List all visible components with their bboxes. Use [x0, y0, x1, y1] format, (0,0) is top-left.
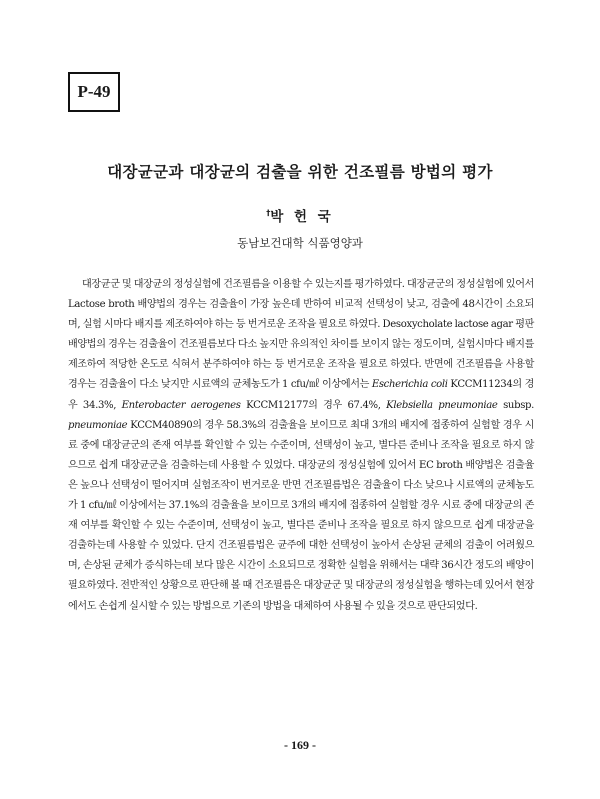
- abstract-body: [68, 275, 534, 617]
- abstract-text: KCCM11234의 경우 34.3%,: [68, 379, 534, 411]
- affiliation: 동남보건대학 식품영양과: [237, 236, 363, 250]
- abstract-text: KCCM12177의 경우 67.4%,: [240, 399, 387, 411]
- author-name: 박 헌 국: [270, 209, 334, 225]
- abstract-text: KCCM40890의 경우 58.3%의 검출율을 보이므로 최대 3개의 배지에 접종하여 실험할 경우 시료 중에 대장균군의 존재 여부를 확인할 수 있는 수준이며, 선택성이 높고, 별다른 준비나 조작을 필요로 하지 않으므로 쉽게 대장균군을 검출하는데 사용할 수 있었다. 대장균의 정성실험에 있어서 EC broth 배양법은 검출율은 높으나 선택성이 떨어지며 실험조작이 번거로운 반면 건조필름법은 검출율이 다소 낮으나 시료액의 균체농도가 1 cfu/㎖ 이상에서는 37.1%의 검출율을 보이므로 3개의 배지에 접종하여 실험할 경우 시료 중에 대장균의 존재 여부를 확인할 수 있는 수준이며, 선택성이 높고, 별다른 준비나 조작을 필요로 하지 않으므로 쉽게 대장균을 검출하는데 사용할 수 있었다. 단지 건조필름법은 균주에 대한 선택성이 높아서 손상된 균체의 검출이 어려웠으며, 손상된 균체가 증식하는데 보다 많은 시간이 소요되므로 정확한 실험을 위해서는 대략 36시간 정도의 배양이 필요하였다. 전반적인 상황으로 판단해 볼 때 건조필름은 대장균군 및 대장균의 정성실험을 행하는데 있어서 현장에서도 손쉽게 실시할 수 있는 방법으로 기존의 방법을 대체하여 사용될 수 있을 것으로 판단되었다.: [68, 419, 534, 612]
- page-number: - 169 -: [284, 738, 316, 752]
- paper-title: 대장균군과 대장균의 검출을 위한 건조필름 방법의 평가: [107, 163, 493, 181]
- abstract-text: subsp.: [497, 399, 534, 411]
- species-name: Escherichia coli: [371, 379, 448, 391]
- poster-number-badge: P-49: [68, 72, 120, 112]
- abstract-text: 대장균군 및 대장균의 정성실험에 건조필름을 이용할 수 있는지를 평가하였다. 대장균군의 정성실험에 있어서 Lactose broth 배양법의 경우는 검출율이 가장 높은데 반하여 비교적 선택성이 낮고, 검출에 48시간이 소요되며, 실험 시마다 배지를 제조하여야 하는 등 번거로운 조작을 필요로 하였다. Desoxycholate lactose agar 평판배양법의 경우는 검출율이 건조필름보다 다소 높지만 유의적인 차이를 보이지 않는 정도이며, 실험시마다 배지를 제조하여 적당한 온도로 식혀서 분주하여야 하는 등 번거로운 조작을 필요로 하였다. 반면에 건조필름을 사용할 경우는 검출율이 다소 낮지만 시료액의 균체농도가 1 cfu/㎖ 이상에서는: [68, 279, 534, 391]
- species-name: Klebsiella pneumoniae: [386, 399, 498, 411]
- species-name: pneumoniae: [68, 419, 128, 431]
- corresponding-author-marker: †: [266, 208, 271, 218]
- species-name: Enterobacter aerogenes: [121, 399, 241, 411]
- author-line: [0, 205, 600, 225]
